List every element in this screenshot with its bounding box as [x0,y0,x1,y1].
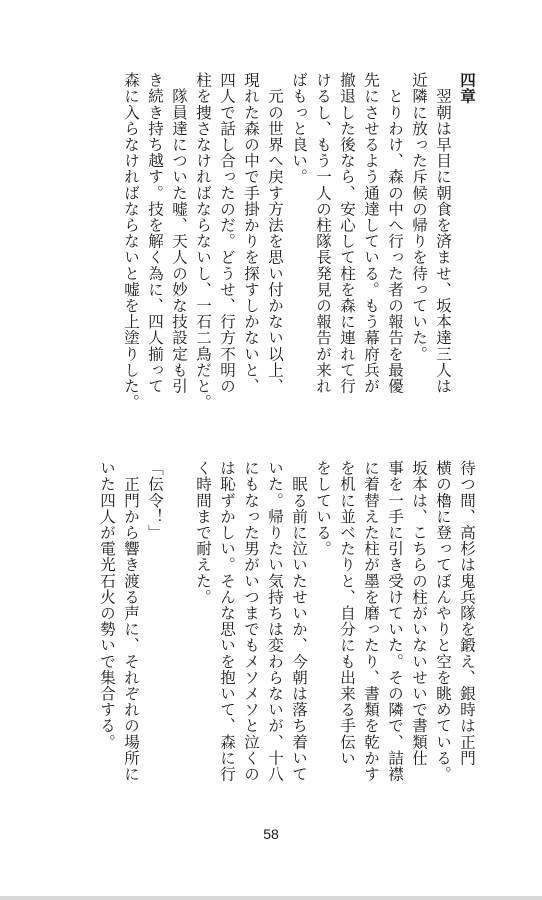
text-line: 「伝令！」 [146,460,164,541]
text-line: 先にさせるよう通達している。もう幕府兵が [362,72,380,394]
text-line: いた。帰りたい気持ちは変わらないが、十八 [266,460,284,782]
text-line: いた四人が電光石火の勢いで集合する。 [98,460,116,750]
text-line: 近隣に放った斥候の帰りを待っていた。 [410,72,428,362]
text-line: 翌朝は早目に朝食を済ませ、坂本達三人は [434,72,452,394]
text-line: 四人で話し合ったのだ。どうせ、行方不明の [218,72,236,394]
blank-line [167,460,191,810]
text-line: き続き持ち越す。技を解く為に、四人揃って [146,72,164,394]
text-line: く時間まで耐えた。 [194,460,212,605]
text-line: 坂本は、こちらの柱がいないせいで書類仕 [410,460,428,766]
text-line: は恥ずかしい。そんな思いを抱いて、森に行 [218,460,236,782]
upper-text-block [119,72,479,444]
chapter-title: 四章 [458,72,477,105]
text-line: 現れた森の中で手掛かりを探すしかないと、 [242,72,260,394]
text-line: 森に入らなければならないと嘘を上塗りした。 [122,72,140,411]
text-line: 柱を捜さなければならないし、一石二鳥だと。 [194,72,212,411]
text-line: ばもっと良い。 [290,72,308,185]
lower-text-block [95,460,479,810]
page-bottom-edge [0,896,542,900]
text-line: 眠る前に泣いたせいか、今朝は落ち着いて [290,460,308,782]
text-line: 正門から響き渡る声に、それぞれの場所に [122,460,140,782]
text-line: 事を一手に引き受けていた。その隣で、詰襟 [386,460,404,782]
text-line: にもなった男がいつまでもメソメソと泣くの [242,460,260,782]
page-number: 58 [263,826,279,842]
text-line: とりわけ、森の中へ行った者の報告を最優 [386,72,404,394]
text-line: 隊員達についた嘘、天人の妙な技設定も引 [170,72,188,394]
text-line: 元の世界へ戻す方法を思い付かない以上、 [266,72,284,394]
text-line: に着替えた柱が墨を磨ったり、書類を乾かす [362,460,380,782]
text-line: けるし、もう一人の柱隊長発見の報告が来れ [314,72,332,394]
text-line: を机に並べたりと、自分にも出来る手伝い [338,460,356,766]
text-line: 横の櫓に登ってぼんやりと空を眺めている。 [434,460,452,782]
text-line: 待つ間、高杉は鬼兵隊を鍛え、銀時は正門 [458,460,476,766]
text-line: 撤退した後なら、安心して柱を森に連れて行 [338,72,356,394]
text-line: をしている。 [314,460,332,557]
